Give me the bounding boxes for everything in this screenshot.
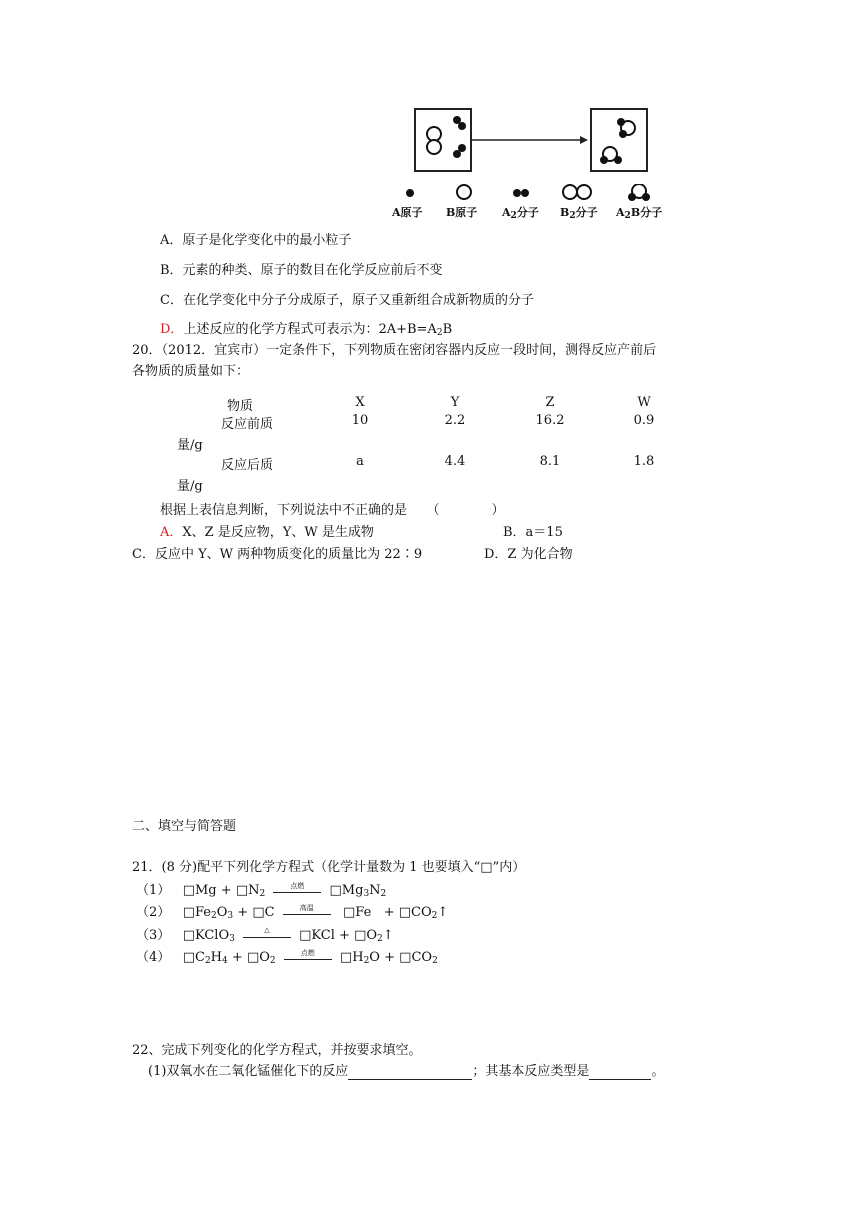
q22-title: 22、完成下列变化的化学方程式，并按要求填空。 — [132, 1043, 422, 1058]
condition-arrow: 点燃 — [284, 951, 332, 965]
condition-arrow: △ — [243, 929, 291, 943]
q20-stem-line2: 各物质的质量如下： — [132, 364, 250, 379]
q21-equation-2: （2） $□Fe_2O_3$ + □C 高温 □Fe + $□CO_2↑$ — [136, 903, 449, 921]
table-header-x: X — [355, 395, 365, 410]
reactant-molecules — [416, 110, 470, 170]
table-header-w: W — [637, 395, 651, 410]
b-atom-icon — [457, 185, 471, 199]
table-row1-label: 反应前质 — [221, 417, 274, 432]
table-row1-label-unit: 量/g — [177, 438, 203, 453]
a-atom-icon — [406, 189, 414, 197]
legend-b2-molecule: $B_2$分子 — [560, 206, 598, 221]
table-cell: 16.2 — [535, 413, 565, 428]
legend-b-atom: B原子 — [446, 206, 478, 219]
table-cell: 4.4 — [444, 454, 466, 469]
reactant-box — [414, 108, 472, 172]
table-row2-label: 反应后质 — [221, 458, 274, 473]
q20-option-a: A．X、Z 是反应物，Y、W 是生成物 — [160, 525, 374, 540]
q21-equation-1: （1） □Mg + $□N_2$ 点燃 $□Mg_3N_2$ — [136, 881, 387, 899]
q19-option-d: D．上述反应的化学方程式可表示为：$2A+B=A_2B$ — [160, 322, 453, 338]
table-header-substance: 物质 — [226, 399, 253, 414]
product-box — [590, 108, 648, 172]
reaction-diagram — [390, 100, 680, 228]
b2-molecule-icon — [563, 185, 577, 199]
answer-blank-equation[interactable] — [348, 1064, 472, 1080]
q22-item-1: (1)双氧水在二氧化锰催化下的反应 ；其基本反应类型是 。 — [148, 1064, 665, 1079]
q21-title: 21．(8 分)配平下列化学方程式（化学计量数为 1 也要填入“□”内） — [132, 860, 526, 875]
condition-arrow: 高温 — [283, 906, 331, 920]
q19-option-b: B．元素的种类、原子的数目在化学反应前后不变 — [160, 263, 443, 278]
legend-glyphs — [390, 184, 680, 206]
answer-blank-reaction-type[interactable] — [589, 1064, 651, 1080]
q21-equation-3: （3） □KClO$_3$ △ □KCl + $□O_2↑$ — [136, 925, 394, 944]
reaction-arrow — [470, 134, 590, 146]
a2-molecule-icon — [513, 189, 521, 197]
table-header-z: Z — [545, 395, 555, 410]
q20-answer-letter: A． — [160, 525, 183, 540]
table-cell: 0.9 — [633, 413, 655, 428]
condition-arrow: 点燃 — [273, 884, 321, 898]
q20-stem-line1: 20．（2012．宜宾市）一定条件下，下列物质在密闭容器内反应一段时间，测得反应产前后 — [132, 343, 657, 358]
section-heading: 二、填空与简答题 — [132, 819, 237, 834]
q21-equation-4: （4） $□C_2H_4$ + $□O_2$ 点燃 $□H_2O$ + $□CO_2$ — [136, 948, 438, 966]
table-cell: 1.8 — [633, 454, 655, 469]
q19-option-a: A．原子是化学变化中的最小粒子 — [160, 233, 352, 248]
table-cell: 10 — [351, 413, 369, 428]
table-cell: 8.1 — [539, 454, 561, 469]
product-molecules — [592, 110, 646, 170]
table-cell: 2.2 — [444, 413, 466, 428]
q20-option-d: D．Z 为化合物 — [484, 547, 573, 562]
q20-prompt: 根据上表信息判断，下列说法中不正确的是 （ ） — [160, 503, 505, 518]
legend-a2-molecule: $A_2$分子 — [502, 206, 539, 221]
table-cell: a — [356, 454, 364, 469]
legend-a2b-molecule: $A_2B$分子 — [616, 206, 663, 221]
q19-option-c: C．在化学变化中分子分成原子，原子又重新组合成新物质的分子 — [160, 293, 534, 308]
legend-a-atom: A原子 — [392, 206, 423, 219]
table-header-y: Y — [450, 395, 460, 410]
table-row2-label-unit: 量/g — [177, 479, 203, 494]
q19-answer-letter: D． — [160, 322, 184, 337]
q20-option-b: B．a＝15 — [503, 525, 563, 540]
q20-option-c: C．反应中 Y、W 两种物质变化的质量比为 22∶9 — [132, 547, 423, 562]
